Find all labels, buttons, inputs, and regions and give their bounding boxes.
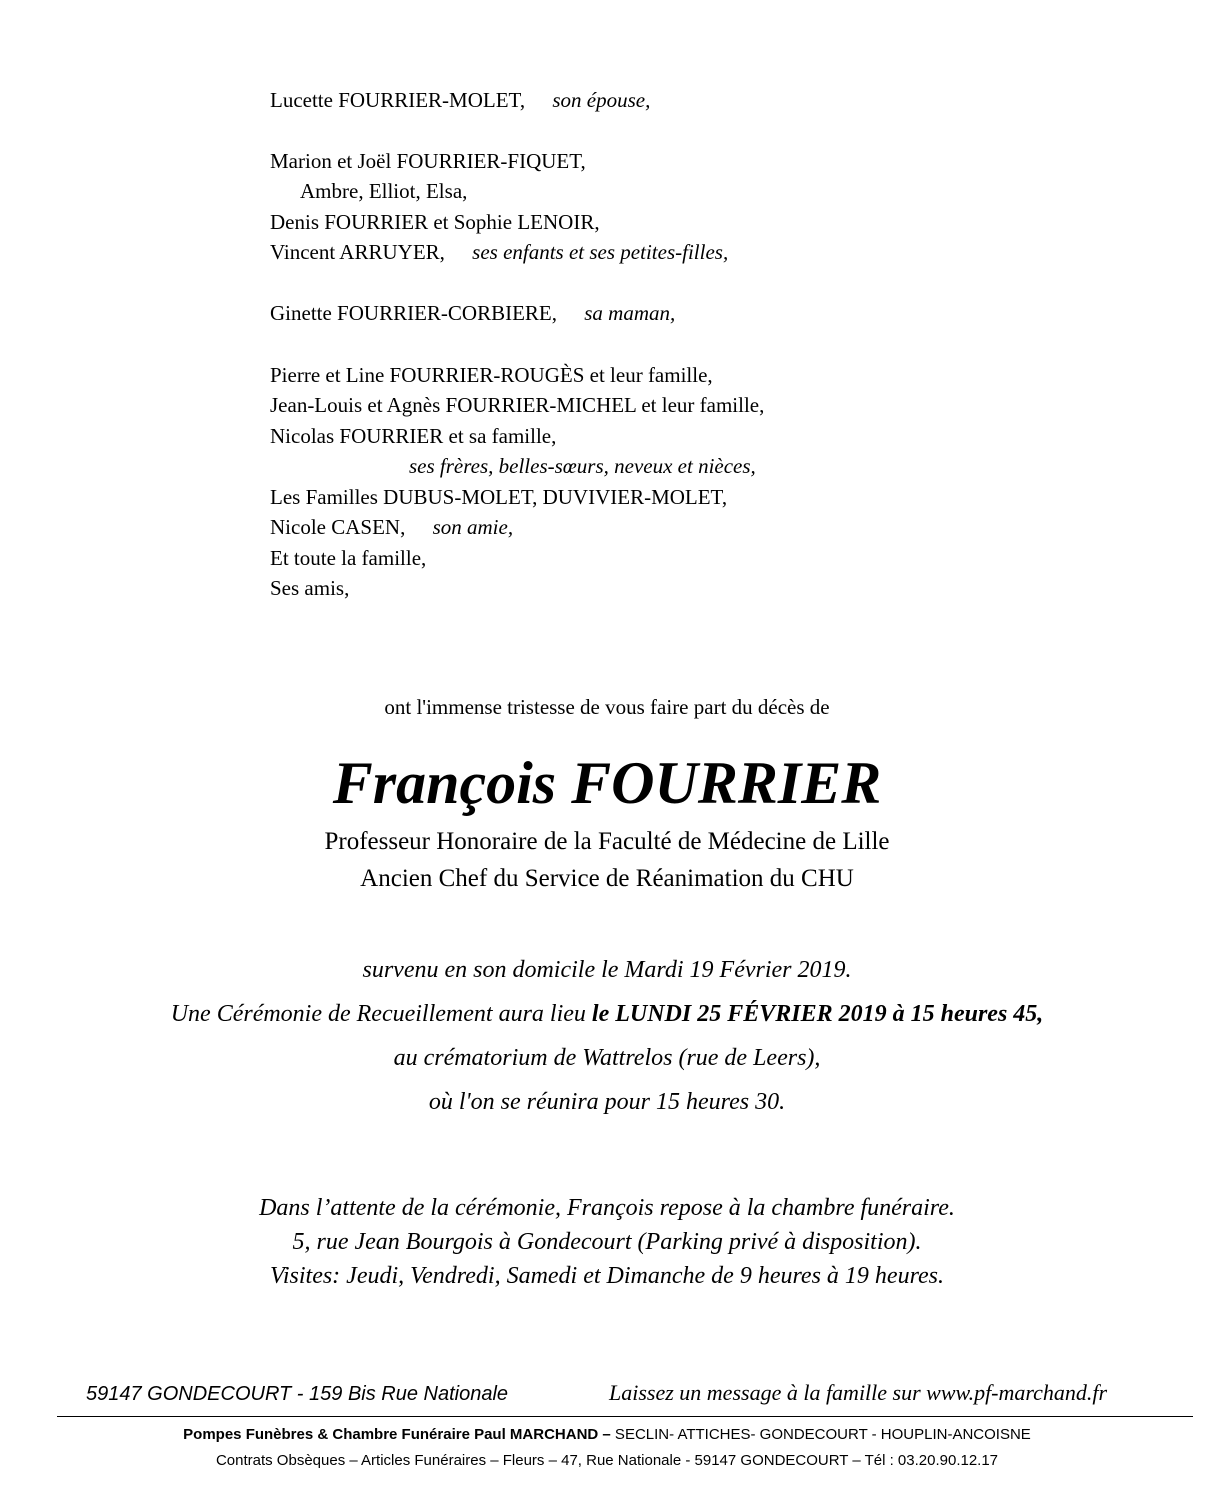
death-date-line: survenu en son domicile le Mardi 19 Février 2019.: [362, 957, 852, 983]
footer-website-message: Laissez un message à la famille sur www.pf-marchand.fr: [609, 1380, 1108, 1405]
gathering-line: où l'on se réunira pour 15 heures 30.: [428, 1089, 786, 1115]
visitation-line-2: 5, rue Jean Bourgois à Gondecourt (Parking privé à disposition).: [292, 1229, 922, 1255]
mother-name: Ginette FOURRIER-CORBIERE,: [270, 301, 557, 325]
deceased-title-1: Professeur Honoraire de la Faculté de Médecine de Lille: [324, 828, 890, 855]
children-3-name: Vincent ARRUYER,: [270, 240, 445, 264]
footer-company-locations: SECLIN- ATTICHES- GONDECOURT - HOUPLIN-ANCOISNE: [610, 1426, 1031, 1443]
children-role: ses enfants et ses petites-filles,: [472, 240, 729, 264]
footer-divider: [57, 1416, 1193, 1417]
siblings-line-2: Jean-Louis et Agnès FOURRIER-MICHEL et leur famille,: [270, 393, 765, 417]
deceased-name: François FOURRIER: [332, 750, 882, 816]
ceremony-prefix: Une Cérémonie de Recueillement aura lieu: [170, 1001, 586, 1027]
ceremony-line: [0, 999, 1214, 1029]
all-family-line: Et toute la famille,: [270, 546, 427, 570]
footer-company-line: [0, 1425, 1214, 1445]
children-line-1: Marion et Joël FOURRIER-FIQUET,: [270, 149, 586, 173]
spouse-line: [270, 87, 650, 113]
siblings-line-1: Pierre et Line FOURRIER-ROUGÈS et leur famille,: [270, 363, 713, 387]
visitation-line-3: Visites: Jeudi, Vendredi, Samedi et Dimanche de 9 heures à 19 heures.: [269, 1263, 945, 1289]
spouse-name: Lucette FOURRIER-MOLET,: [270, 88, 526, 112]
friend-line: [270, 514, 513, 540]
mother-role: sa maman,: [584, 301, 676, 325]
spouse-role: son épouse,: [552, 88, 651, 112]
footer-services-line: Contrats Obsèques – Articles Funéraires – Fleurs – 47, Rue Nationale - 59147 GONDECOURT – Tél : 03.20.90.12.17: [215, 1452, 999, 1469]
friends-line: Ses amis,: [270, 576, 350, 600]
grandchildren-line: Ambre, Elliot, Elsa,: [300, 179, 468, 203]
visitation-line-1: Dans l’attente de la cérémonie, François repose à la chambre funéraire.: [259, 1195, 955, 1221]
siblings-role: ses frères, belles-sœurs, neveux et nièces,: [409, 454, 756, 478]
mother-line: [270, 300, 675, 326]
footer-company-name: Pompes Funèbres & Chambre Funéraire Paul MARCHAND –: [183, 1426, 611, 1443]
friend-name: Nicole CASEN,: [270, 515, 406, 539]
deceased-title-2: Ancien Chef du Service de Réanimation du CHU: [360, 865, 854, 892]
siblings-line-3: Nicolas FOURRIER et sa famille,: [270, 424, 557, 448]
families-line: Les Familles DUBUS-MOLET, DUVIVIER-MOLET,: [270, 485, 728, 509]
ceremony-date: le LUNDI 25 FÉVRIER 2019 à 15 heures 45,: [591, 1001, 1044, 1027]
friend-role: son amie,: [432, 515, 514, 539]
footer-address: 59147 GONDECOURT - 159 Bis Rue Nationale: [86, 1383, 509, 1405]
children-line-2: Denis FOURRIER et Sophie LENOIR,: [270, 210, 600, 234]
announcement-line: ont l'immense tristesse de vous faire part du décès de: [384, 695, 830, 719]
ceremony-location: au crématorium de Wattrelos (rue de Leers),: [393, 1045, 821, 1071]
children-line-3: [270, 239, 728, 265]
